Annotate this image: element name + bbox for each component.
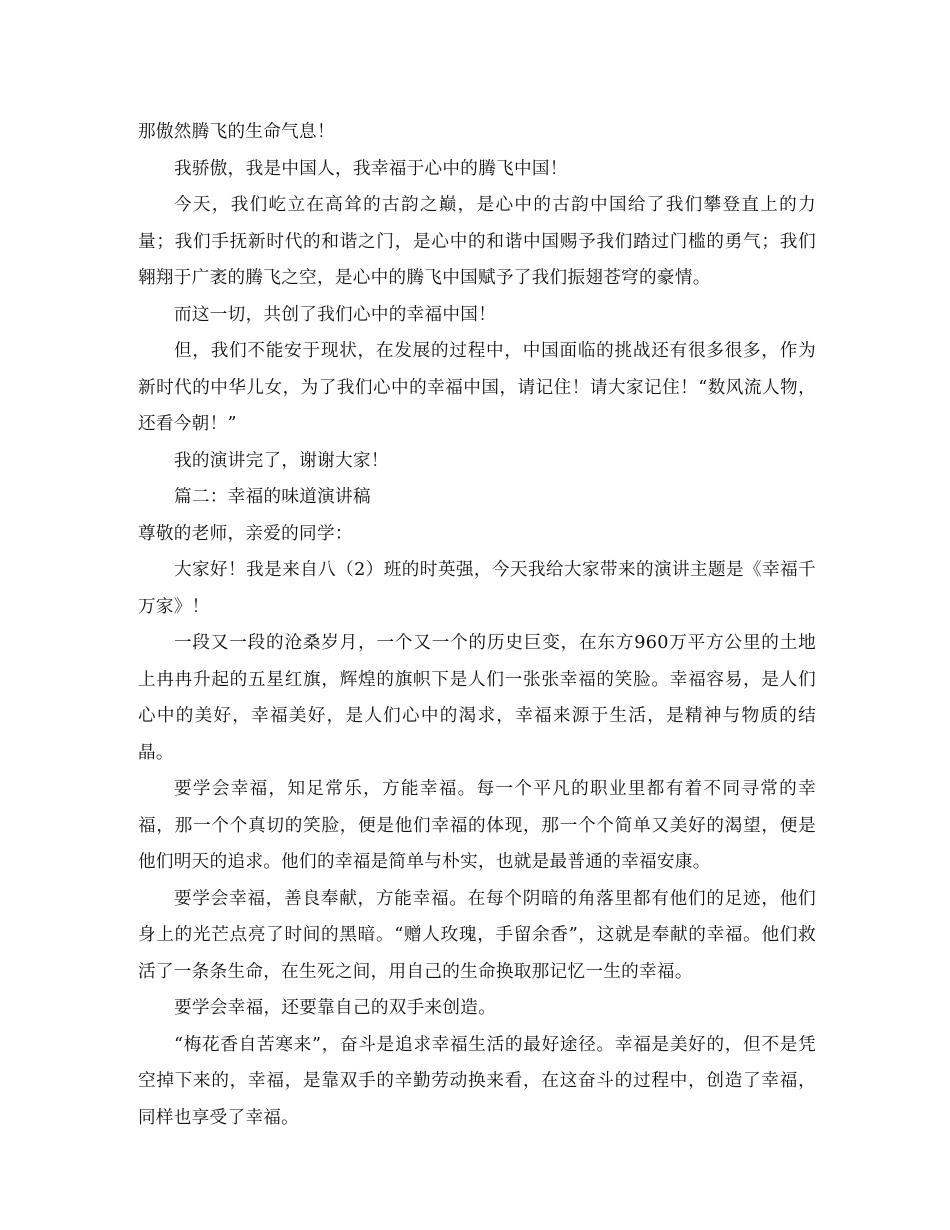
section-heading: 篇二：幸福的味道演讲稿 [174, 487, 371, 507]
paragraph-1: 那傲然腾飞的生命气息！ [138, 122, 335, 142]
paragraph-4: 而这一切，共创了我们心中的幸福中国！ [174, 304, 497, 325]
paragraph-14: “梅花香自苦寒来”，奋斗是追求幸福生活的最好途径。幸福是美好的，但不是凭空掉下来的，幸福，是靠双手的辛勤劳动换来看，在这奋斗的过程中，创造了幸福，同样也享受了幸福。 [138, 1034, 816, 1128]
paragraph-12: 要学会幸福，善良奉献，方能幸福。在每个阴暗的角落里都有他们的足迹，他们身上的光芒点亮了时间的黑暗。“赠人玫瑰，手留余香”，这就是奉献的幸福。他们救活了一条条生命，在生死之间，用自己的生命换取那记忆一生的幸福。 [138, 888, 816, 982]
paragraph-11: 要学会幸福，知足常乐，方能幸福。每一个平凡的职业里都有着不同寻常的幸福，那一个个真切的笑脸，便是他们幸福的体现，那一个个简单又美好的渴望，便是他们明天的追求。他们的幸福是简单与朴实，也就是最普通的幸福安康。 [138, 779, 816, 872]
paragraph-9: 大家好！我是来自八（2）班的时英强，今天我给大家带来的演讲主题是《幸福千万家》！ [138, 560, 816, 617]
paragraph-2: 我骄傲，我是中国人，我幸福于心中的腾飞中国！ [174, 158, 568, 179]
paragraph-13: 要学会幸福，还要靠自己的双手来创造。 [174, 998, 497, 1018]
document-body [138, 114, 816, 1136]
salutation: 尊敬的老师，亲爱的同学： [138, 523, 353, 544]
paragraph-5: 但，我们不能安于现状，在发展的过程中，中国面临的挑战还有很多很多，作为新时代的中华儿女，为了我们心中的幸福中国，请记住！请大家记住！“数风流人物，还看今朝！” [138, 341, 816, 434]
paragraph-3: 今天，我们屹立在高耸的古韵之巅，是心中的古韵中国给了我们攀登直上的力量；我们手抚新时代的和谐之门，是心中的和谐中国赐予我们踏过门槛的勇气；我们翱翔于广袤的腾飞之空，是心中的腾飞中国赋予了我们振翅苍穹的豪情。 [138, 195, 816, 288]
paragraph-10: 一段又一段的沧桑岁月，一个又一个的历史巨变，在东方960万平方公里的土地上冉冉升起的五星红旗，辉煌的旗帜下是人们一张张幸福的笑脸。幸福容易，是人们心中的美好，幸福美好，是人们心中的渴求，幸福来源于生活，是精神与物质的结晶。 [138, 633, 816, 763]
paragraph-6: 我的演讲完了，谢谢大家！ [174, 450, 389, 471]
